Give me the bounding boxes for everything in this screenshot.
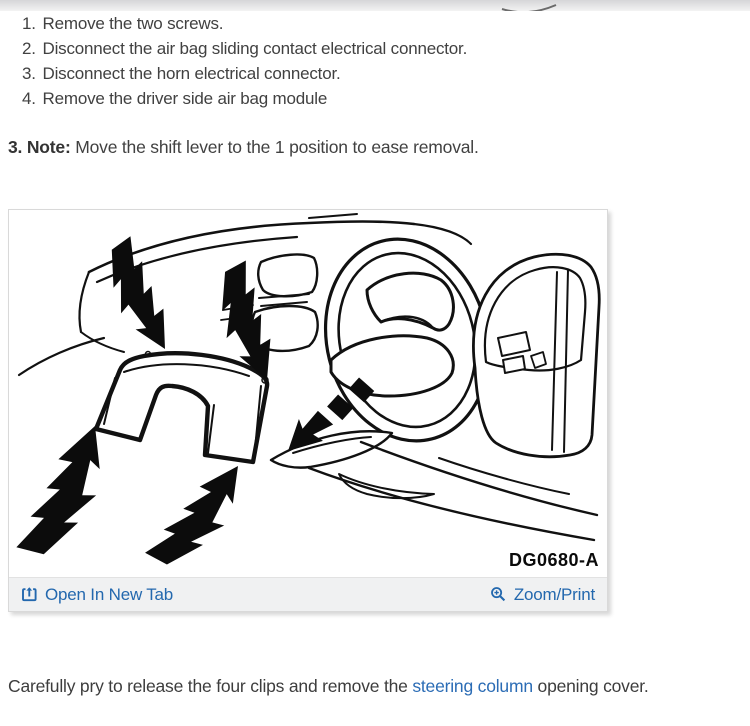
step-number: 1. — [22, 14, 36, 33]
list-item — [22, 11, 467, 36]
impact-arrows — [14, 235, 380, 577]
figure-illustration — [9, 210, 607, 577]
text-descender-remnant — [0, 2, 750, 11]
drawing-reference-label: DG0680-A — [508, 550, 599, 570]
list-item — [22, 36, 467, 61]
step-text: Remove the two screws. — [42, 14, 224, 33]
caption-after: opening cover. — [532, 676, 649, 696]
cutoff-previous-line — [0, 0, 750, 11]
zoom-print-link[interactable] — [490, 585, 595, 605]
step-text: Remove the driver side air bag module — [42, 89, 328, 108]
zoom-print-label: Zoom/Print — [513, 584, 595, 604]
steering-column-link[interactable]: steering column — [412, 676, 533, 696]
open-in-new-tab-link[interactable] — [21, 585, 173, 605]
caption-before: Carefully pry to release the four clips and remove the — [8, 676, 413, 696]
note-label: 3. Note: — [8, 137, 71, 157]
step-text: Disconnect the horn electrical connector. — [42, 64, 341, 83]
caption-sentence — [8, 676, 649, 697]
list-item — [22, 86, 467, 111]
note-text: Move the shift lever to the 1 position to ease removal. — [70, 137, 479, 157]
step-number: 4. — [22, 89, 36, 108]
note-line — [8, 136, 479, 158]
numbered-step-list — [22, 11, 467, 111]
figure-toolbar — [9, 577, 607, 611]
figure-viewer — [8, 209, 608, 612]
open-in-new-tab-label: Open In New Tab — [45, 584, 174, 604]
step-number: 2. — [22, 39, 36, 58]
step-number: 3. — [22, 64, 36, 83]
step-text: Disconnect the air bag sliding contact electrical connector. — [42, 39, 468, 58]
list-item — [22, 61, 467, 86]
magnifier-plus-icon — [490, 586, 507, 603]
open-in-new-tab-icon — [21, 586, 38, 603]
